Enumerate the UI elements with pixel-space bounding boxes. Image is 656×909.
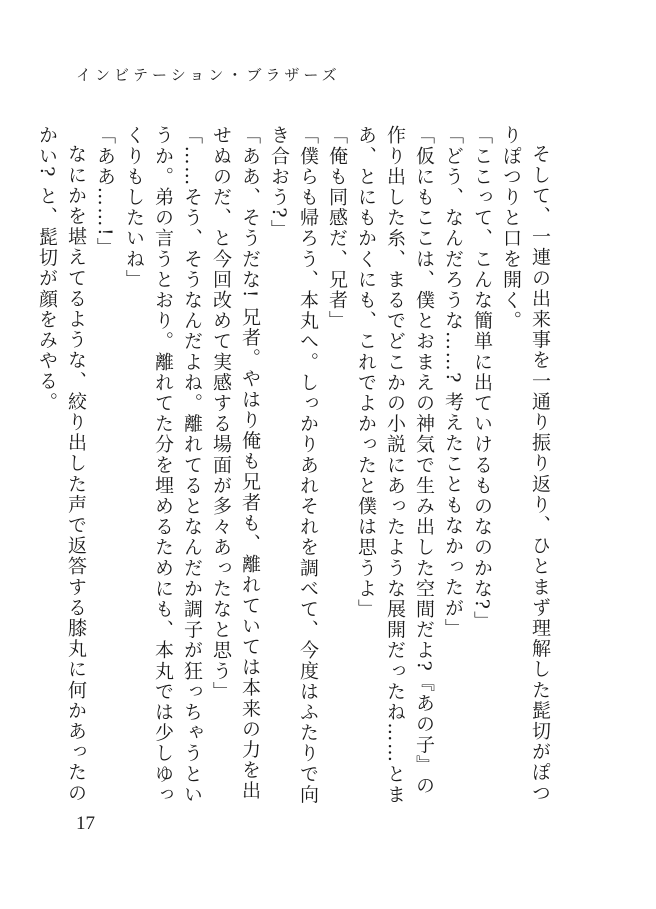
paragraph-narration-1: そして、一連の出来事を一通り振り返り、ひとまず理解した髭切がぽつりぽつりと口を開く。 — [500, 125, 551, 804]
dialogue-line-1: 「ここって、こんな簡単に出ていけるものなのかな?」 — [471, 125, 493, 632]
page-number: 17 — [76, 813, 95, 834]
dialogue-line-8: 「ああ……!」 — [94, 125, 116, 258]
dialogue-line-6: 「ああ、そうだな! 兄者。やはり俺も兄者も、離れていては本来の力を出せぬのだ、と今回改めて実感する場面が多々あったなと思う」 — [210, 125, 261, 802]
dialogue-line-3: 「仮にもここは、僕とおまえの神気で生み出した空間だよ?『あの子』の作り出した糸、まるでどこかの小説にあったような展開だったね……とまあ、とにもかくにも、これでよかったと僕は思うよ」 — [355, 125, 435, 805]
dialogue-line-7: 「……そう、そうなんだよね。離れてるとなんだか調子が狂っちゃうというか。弟の言うとおり。離れてた分を埋めるためにも、本丸では少しゆっくりもしたいね」 — [123, 125, 203, 805]
paragraph-narration-2: なにかを堪えてるような、絞り出した声で返答する膝丸に何かあったのかい? と、髭切が顔をみやる。 — [36, 125, 87, 804]
vertical-body-text — [32, 125, 554, 815]
dialogue-line-2: 「どう、なんだろうな……? 考えたこともなかったが」 — [442, 125, 464, 639]
dialogue-line-5: 「僕らも帰ろう、本丸へ。しっかりあれそれを調べて、今度はふたりで向き合おう?」 — [268, 125, 319, 805]
running-header: インビテーション・ブラザーズ — [76, 66, 341, 84]
dialogue-line-4: 「俺も同感だ、兄者」 — [326, 125, 348, 331]
